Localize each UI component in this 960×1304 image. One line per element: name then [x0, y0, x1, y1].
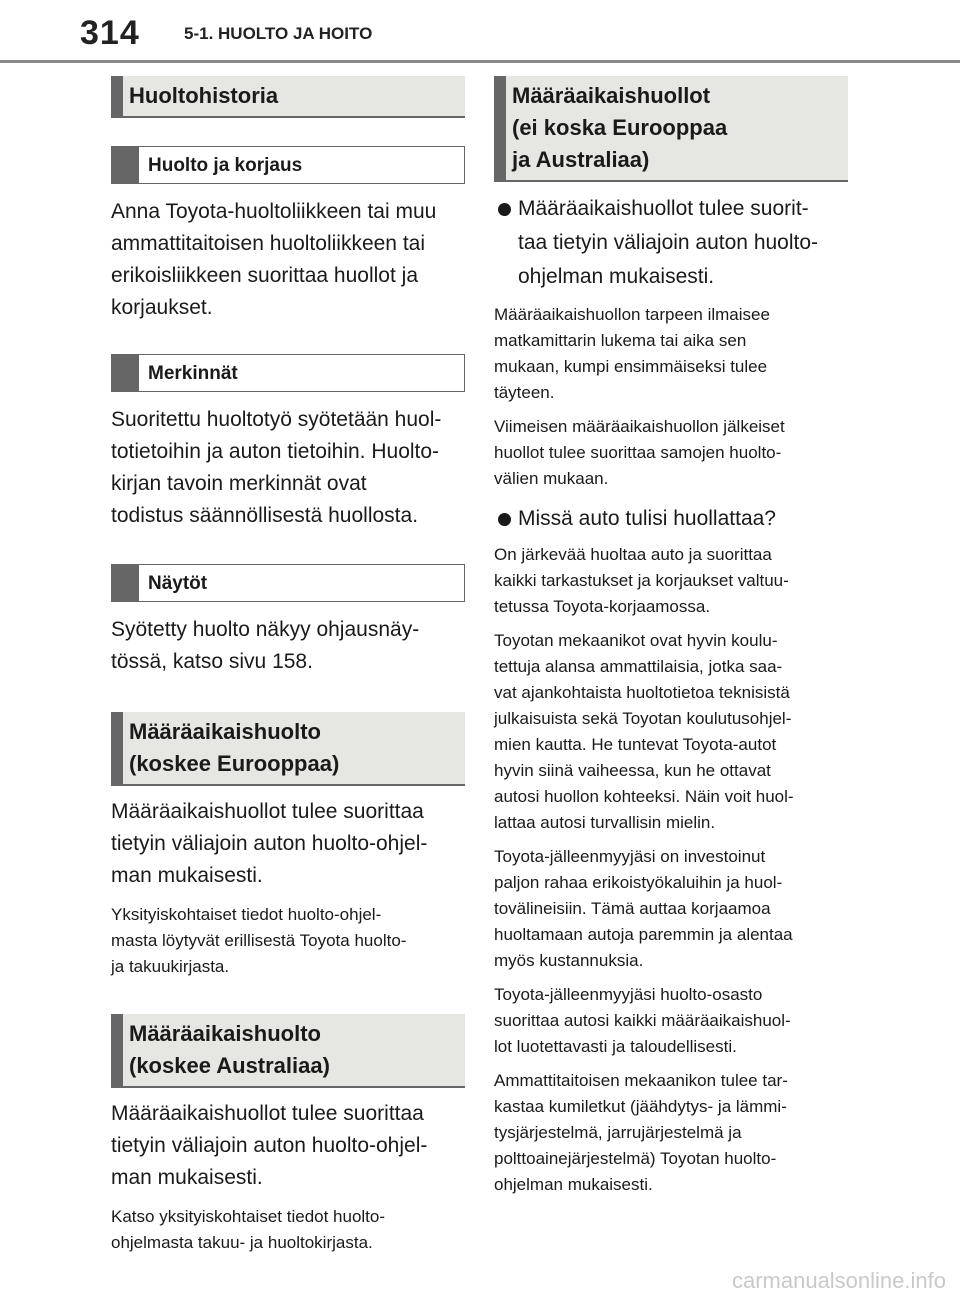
bullet-where-to-service: Missä auto tulisi huollattaa?	[494, 502, 848, 536]
bullet-icon	[498, 513, 511, 526]
bullet-scheduled-maintenance: Määräaikaishuollot tulee suorit- taa tietyin väliajoin auton huolto- ohjelman mukaisesti.	[494, 192, 848, 294]
heading-other-regions: Määräaikaishuollot (ei koska Eurooppaa ja Australiaa)	[494, 76, 848, 182]
right-column	[494, 76, 848, 1198]
heading-europe: Määräaikaishuolto (koskee Eurooppaa)	[111, 712, 465, 786]
note-europe: Yksityiskohtaiset tiedot huolto-ohjel- masta löytyvät erillisestä Toyota huolto- ja takuukirjasta.	[111, 905, 407, 976]
subheading-huolto-ja-korjaus: Huolto ja korjaus	[111, 146, 465, 184]
paragraph-inspections: Ammattitaitoisen mekaanikon tulee tar- kastaa kumiletkut (jäähdytys- ja lämmi- tysjärjestelmä, jarrujärjestelmä ja polttoainejärjestelmä) Toyotan huolto- ohjelman mukaisesti.	[494, 1071, 788, 1194]
paragraph-tools: Toyota-jälleenmyyjäsi on investoinut paljon rahaa erikoistyökaluihin ja huol- tovälineisiin. Tämä auttaa korjaamoa huoltamaan autoja paremmin ja alentaa myös kustannuksia.	[494, 847, 793, 970]
paragraph-service: Anna Toyota-huoltoliikkeen tai muu ammattitaitoisen huoltoliikkeen tai erikoisliikkeen suorittaa huollot ja korjaukset.	[111, 200, 437, 319]
page-header	[0, 0, 960, 62]
subheading-naytot: Näytöt	[111, 564, 465, 602]
section-title: 5-1. HUOLTO JA HOITO	[184, 24, 373, 43]
paragraph-entries: Suoritettu huoltotyö syötetään huol- totietoihin ja auton tietoihin. Huolto- kirjan tavoin merkinnät ovat todistus säännöllisestä huollosta.	[111, 408, 442, 527]
paragraph-mechanics: Toyotan mekaanikot ovat hyvin koulu- tettuja alansa ammattilaisia, jotka saa- vat ajankohtaista huoltotietoa teknisistä julkaisuista sekä Toyotan koulutusohjel- mien kautta. He tuntevat Toyota-autot hyvin siinä vaiheessa, kun he ottavat autosi huollon kohteeksi. Näin voit huol- lattaa autosi turvallisin mielin.	[494, 631, 794, 832]
header-divider	[0, 60, 960, 63]
paragraph-maintenance-intervals: Viimeisen määräaikaishuollon jälkeiset huollot tulee suorittaa samojen huolto- välien mukaan.	[494, 417, 785, 488]
paragraph-service-department: Toyota-jälleenmyyjäsi huolto-osasto suorittaa autosi kaikki määräaikaishuol- lot luotettavasti ja taloudellisesti.	[494, 985, 791, 1056]
paragraph-displays: Syötetty huolto näkyy ohjausnäy- tössä, katso sivu 158.	[111, 618, 420, 673]
heading-huoltohistoria: Huoltohistoria	[111, 76, 465, 118]
paragraph-authorized-workshop: On järkevää huoltaa auto ja suorittaa kaikki tarkastukset ja korjaukset valtuu- tetussa Toyota-korjaamossa.	[494, 545, 789, 616]
left-column	[111, 76, 465, 1256]
paragraph-australia: Määräaikaishuollot tulee suorittaa tietyin väliajoin auton huolto-ohjel- man mukaisesti.	[111, 1102, 428, 1189]
heading-australia: Määräaikaishuolto (koskee Australiaa)	[111, 1014, 465, 1088]
subheading-merkinnat: Merkinnät	[111, 354, 465, 392]
watermark: carmanualsonline.info	[731, 1268, 946, 1293]
paragraph-europe: Määräaikaishuollot tulee suorittaa tietyin väliajoin auton huolto-ohjel- man mukaisesti.	[111, 800, 428, 887]
paragraph-maintenance-indicator: Määräaikaishuollon tarpeen ilmaisee matkamittarin lukema tai aika sen mukaan, kumpi ensimmäiseksi tulee täyteen.	[494, 305, 770, 402]
bullet-icon	[498, 203, 511, 216]
page-number: 314	[80, 14, 140, 52]
note-australia: Katso yksityiskohtaiset tiedot huolto- ohjelmasta takuu- ja huoltokirjasta.	[111, 1207, 386, 1252]
